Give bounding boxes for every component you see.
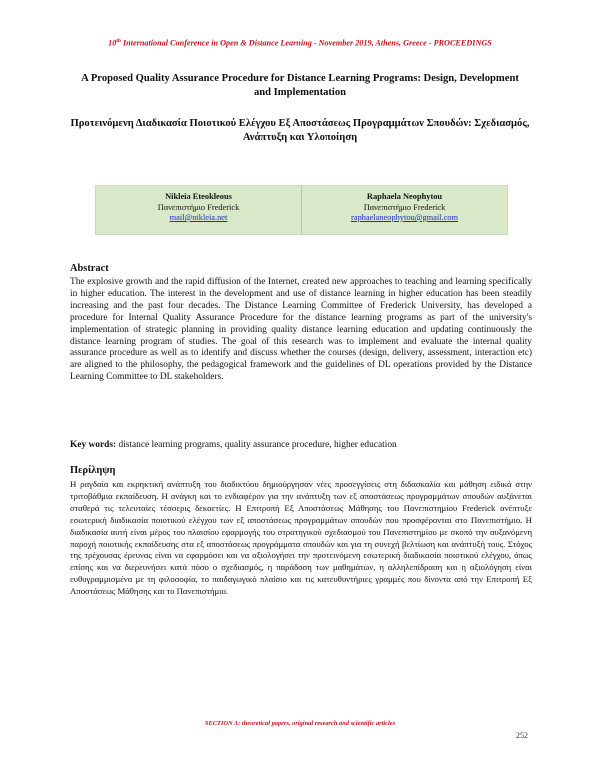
abstract-text: The explosive growth and the rapid diffusion of the Internet, created new approaches to teaching and learning specifically in higher education. The interest in the development and use of distance learning in higher education has been steadily increasing and the past four decades. The Distance Learning Committee of Frederick University, has developed a procedure for Internal Quality Assurance Procedure for the distance learning programs as part of the university's implementation of strategic planning in providing quality distance learning education and updating continuously the distance learning program of studies. The goal of this research was to implement and evaluate the internal quality assurance procedure as well as to identify and discuss whether the courses (design, delivery, assessment, interaction etc) are aligned to the philosophy, the pedagogical framework and the guidelines of DL operations provided by the Distance Learning Committee to DL stakeholders. [70,277,532,383]
paper-title-greek: Προτεινόμενη Διαδικασία Ποιοτικού Ελέγχου Εξ Αποστάσεως Προγραμμάτων Σπουδών: Σχεδιασμός, Ανάπτυξη και Υλοποίηση [70,118,530,143]
conference-text: International Conference in Open & Distance Learning - November 2019, Athens, Greece - PROCEEDINGS [120,38,492,48]
paper-title-english: A Proposed Quality Assurance Procedure for Distance Learning Programs: Design, Development and Implementation [81,73,519,98]
conference-header [0,38,600,48]
summary-text: Η ραγδαία και εκρηκτική ανάπτυξη του διαδικτύου δημιούργησαν νέες προσεγγίσεις στη διδασκαλία και μάθηση ειδικά στην τριτοβάθμια εκπαίδευση. Η ανάγκη και το ενδιαφέρον για την ανάπτυξη των εξ αποστάσεως προγραμμάτων σπουδών αυξάνεται σταθερά τις τελευταίες τέσσερις δεκαετίες. Η Επιτροπή Εξ Αποστάσεως Μάθησης του Πανεπιστημίου Frederick ανέπτυξε εσωτερική διαδικασία ποιοτικού ελέγχου των εξ αποστάσεως προγραμμάτων σπουδών που προσφέρονται στο Πανεπιστήμιο. Η διαδικασία αυτή είναι μέρος του πλαισίου εφαρμογής του στρατηγικού σχεδιασμού του Πανεπιστημίου με σκοπό την αυξανόμενη παροχή ποιοτικής εκπαίδευσης στα εξ αποστάσεως προγράμματα σπουδών και για τη συνεχή βελτίωση και ανάπτυξή τους. Στόχος της τρέχουσας έρευνας είναι να εφαρμόσει και να αξιολογήσει την προτεινόμενη εσωτερική διαδικασία ποιοτικού ελέγχου, όπως επίσης και να διερευνήσει κατά πόσο ο σχεδιασμός, η παράδοση των μαθημάτων, η αλληλεπίδραση και η αξιολόγηση είναι ευθυγραμμισμένα με τη φιλοσοφία, το παιδαγωγικό πλαίσιο και τις κατευθυντήριες γραμμές που δίνοντα από την Επιτροπή Εξ Αποστάσεως Μάθησης και το Πανεπιστήμιο. [70,479,532,597]
author-email-link[interactable]: raphaelaneophytou@gmail.com [350,213,458,222]
section-footer: SECTION A: theoretical papers, original research and scientific articles [204,720,396,727]
author-1 [96,186,301,234]
authors-box [95,185,508,235]
keywords-line [70,440,397,450]
conference-number: 10 [108,38,117,48]
author-name: Raphaela Neophytou [366,192,443,201]
summary-heading: Περίληψη [70,465,116,476]
author-name: Nikleia Eteokleous [165,192,232,201]
author-2 [301,186,507,234]
abstract-heading: Abstract [70,263,109,274]
author-affiliation: Πανεπιστήμιο Frederick [157,202,240,212]
keywords-label: Key words: [70,440,117,450]
conference-number-suffix: th [116,38,121,44]
author-email-link[interactable]: mail@nikleia.net [169,213,228,222]
author-affiliation: Πανεπιστήμιο Frederick [363,202,446,212]
keywords-text: distance learning programs, quality assurance procedure, higher education [116,440,397,450]
page-number: 252 [516,731,528,740]
